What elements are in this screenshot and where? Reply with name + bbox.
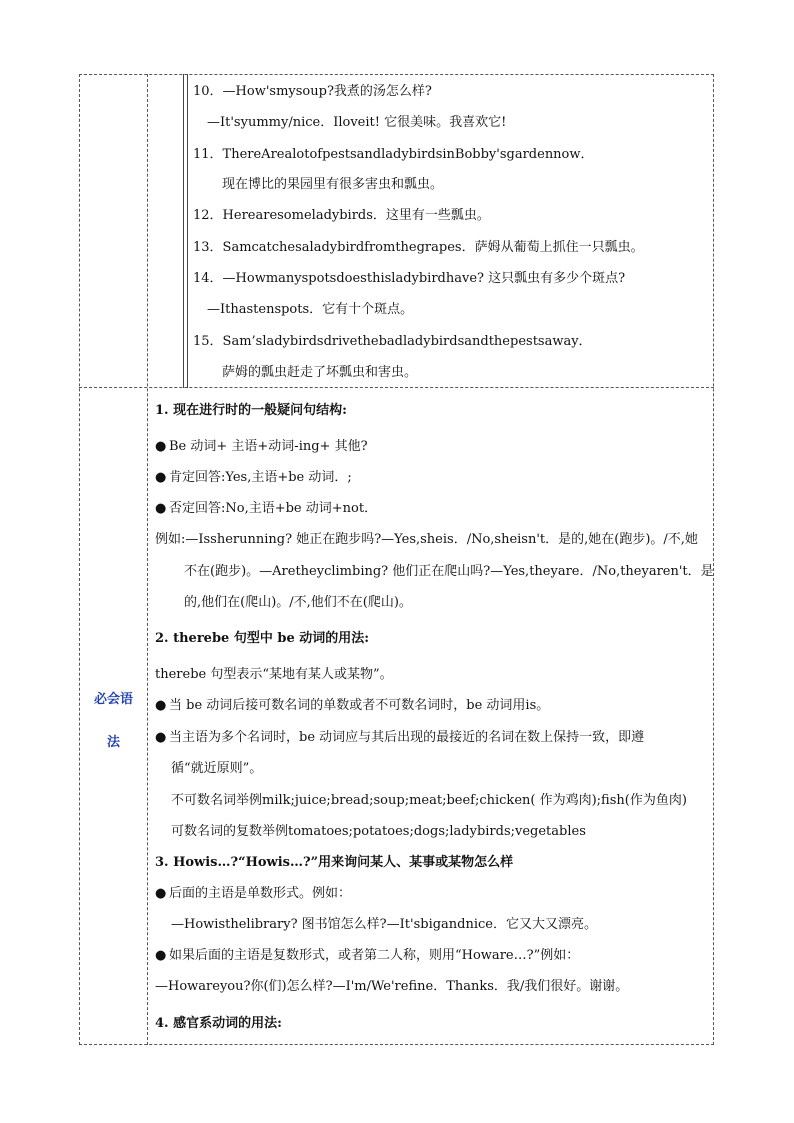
bullet-text: 肯定回答:Yes,主语+be 动词．; [169, 470, 352, 485]
example-line-1: 例如:—Issherunning? 她正在跑步吗?—Yes,sheis．/No,sheisn't．是的,她在(跑步)。/不,她 [155, 532, 698, 547]
heading-2: 2. therebe 句型中 be 动词的用法: [155, 631, 370, 646]
example-howareyou: —Howareyou?你(们)怎么样?—I'm/We'refine．Thanks．我/我们很好。谢谢。 [155, 979, 629, 994]
row-divider [79, 387, 714, 388]
heading-1: 1. 现在进行时的一般疑问句结构: [155, 403, 347, 418]
bullet-text: 如果后面的主语是复数形式，或者第二人称，则用“Howare…?”例如： [169, 948, 580, 963]
heading-3: 3. Howis…?“Howis…?”用来询问某人、某事或某物怎么样 [155, 855, 514, 870]
sentence-14-answer: —Ithastenspots．它有十个斑点。 [207, 302, 414, 317]
inner-column-divider-1 [183, 74, 184, 388]
bullet-icon: ● [155, 730, 167, 745]
bullet-text: Be 动词+ 主语+动词-ing+ 其他? [169, 439, 368, 454]
inner-column-divider-2 [187, 74, 188, 388]
example-line-3: 的,他们在(爬山)。/不,他们不在(爬山)。 [184, 595, 412, 610]
sentence-10-answer: —It'syummy/nice．Iloveit! 它很美味。我喜欢它! [207, 115, 507, 130]
bullet-item [155, 501, 377, 517]
example-library: —Howisthelibrary? 图书馆怎么样?—It'sbigandnice．它又大又漂亮。 [171, 917, 597, 932]
sentence-14: 14．—Howmanyspotsdoesthisladybirdhave? 这只瓢虫有多少个斑点? [193, 271, 626, 286]
example-line-2: 不在(跑步)。—Aretheyclimbing? 他们正在爬山吗?—Yes,theyare．/No,theyaren't．是 [184, 564, 714, 579]
sentence-15: 15．Sam’sladybirdsdrivethebadladybirdsandthepestsaway． [193, 334, 592, 349]
uncountable-examples: 不可数名词举例milk;juice;bread;soup;meat;beef;chicken( 作为鸡肉);fish(作为鱼肉) [171, 793, 687, 808]
table-left-border [79, 74, 80, 1045]
sentence-11: 11．ThereArealotofpestsandladybirdsinBobby'sgardennow． [193, 147, 594, 162]
sentence-13: 13．Samcatchesaladybirdfromthegrapes．萨姆从葡萄上抓住一只瓢虫。 [193, 240, 644, 255]
grammar-label: 必会语 [94, 692, 134, 707]
sentence-15-translation: 萨姆的瓢虫赶走了坏瓢虫和害虫。 [222, 365, 418, 380]
label-column-divider [147, 74, 148, 1045]
sentence-10: 10．—How'smysoup?我煮的汤怎么样? [193, 84, 432, 99]
bullet-item [155, 439, 368, 455]
bullet-item [155, 470, 352, 486]
table-top-border [79, 74, 714, 75]
therebe-definition: therebe 句型表示“某地有某人或某物”。 [155, 667, 393, 682]
bullet-icon: ● [155, 439, 167, 454]
countable-examples: 可数名词的复数举例tomatoes;potatoes;dogs;ladybirds;vegetables [171, 824, 586, 839]
table-right-border [713, 74, 714, 1045]
bullet-icon: ● [155, 470, 167, 485]
bullet-item [155, 886, 351, 902]
bullet-icon: ● [155, 948, 167, 963]
bullet-text: 否定回答:No,主语+be 动词+not． [169, 501, 378, 516]
bullet-item [155, 730, 644, 746]
bullet-continuation: 循“就近原则”。 [171, 761, 263, 776]
grammar-label-2: 法 [107, 735, 121, 750]
bullet-icon: ● [155, 501, 167, 516]
bullet-icon: ● [155, 886, 167, 901]
bullet-text: 当 be 动词后接可数名词的单数或者不可数名词时，be 动词用is。 [169, 698, 550, 713]
bullet-item [155, 698, 549, 714]
bullet-item [155, 948, 579, 964]
bullet-text: 后面的主语是单数形式。例如： [169, 886, 352, 901]
sentence-11-translation: 现在博比的果园里有很多害虫和瓢虫。 [222, 177, 444, 192]
sentence-12: 12．Herearesomeladybirds．这里有一些瓢虫。 [193, 208, 490, 223]
table-bottom-border [79, 1044, 714, 1045]
bullet-icon: ● [155, 698, 167, 713]
heading-4: 4. 感官系动词的用法: [155, 1016, 282, 1031]
bullet-text: 当主语为多个名词时，be 动词应与其后出现的最接近的名词在数上保持一致，即遵 [169, 730, 645, 745]
